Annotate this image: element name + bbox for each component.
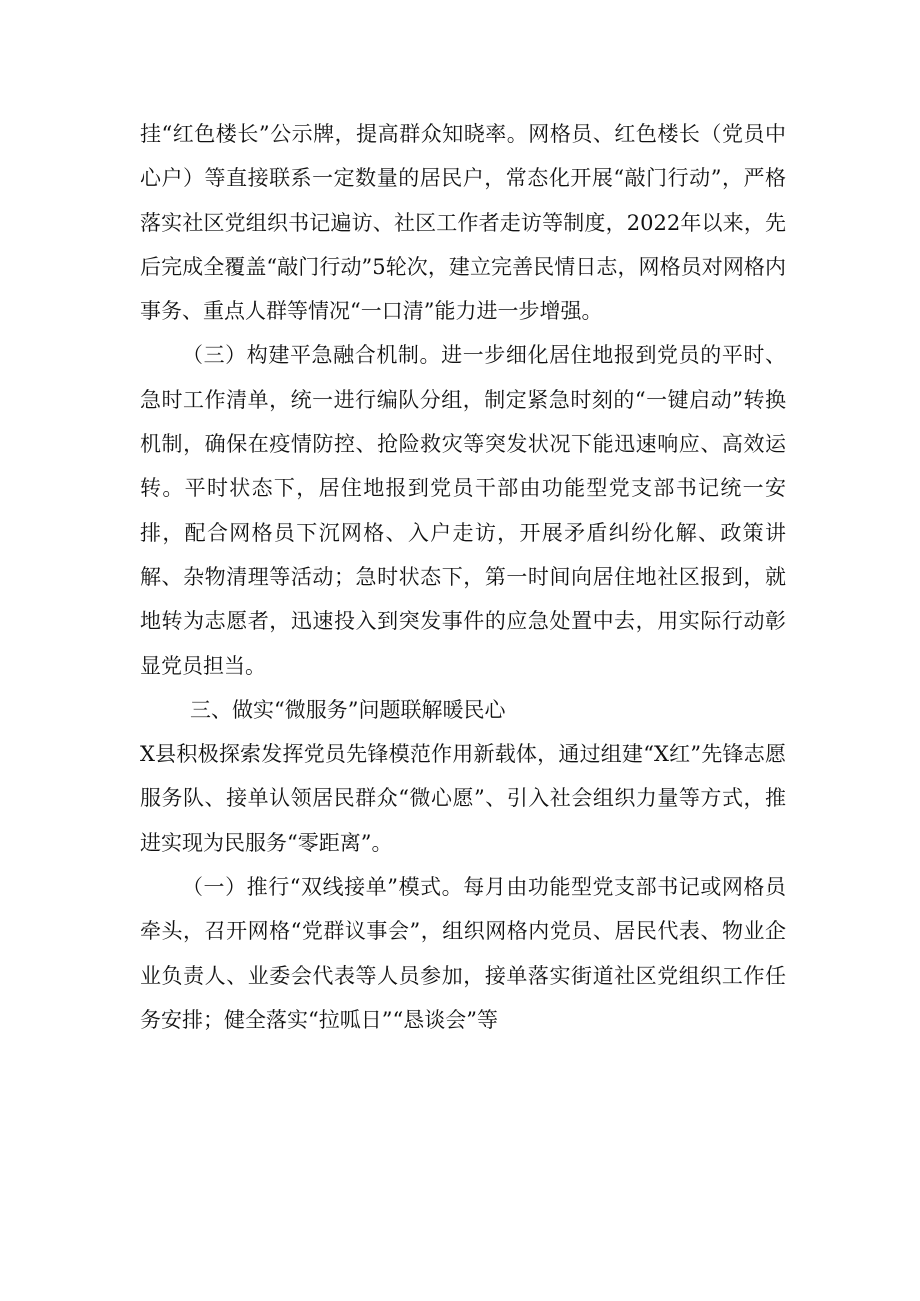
section-heading-micro-service: 三、做实“微服务”问题联解暖民心 xyxy=(190,697,506,722)
document-body xyxy=(140,112,786,1042)
paragraph-red-building-leader: 挂“红色楼长”公示牌，提高群众知晓率。网格员、红色楼长（党员中心户）等直接联系一定数量的居民户，常态化开展“敲门行动”，严格落实社区党组织书记遍访、社区工作者走访等制度，2022年以来，先后完成全覆盖“敲门行动”5轮次，建立完善民情日志，网格员对网格内事务、重点人群等情况“一口清”能力进一步增强。 xyxy=(140,122,786,324)
paragraph-peace-emergency-mechanism: （三）构建平急融合机制。进一步细化居住地报到党员的平时、急时工作清单，统一进行编队分组，制定紧急时刻的“一键启动”转换机制，确保在疫情防控、抢险救灾等突发状况下能迅速响应、高效运转。平时状态下，居住地报到党员干部由功能型党支部书记统一安排，配合网格员下沉网格、入户走访，开展矛盾纠纷化解、政策讲解、杂物清理等活动；急时状态下，第一时间向居住地社区报到，就地转为志愿者，迅速投入到突发事件的应急处置中去，用实际行动彰显党员担当。 xyxy=(140,343,786,678)
paragraph-x-county-intro: X县积极探索发挥党员先锋模范作用新载体，通过组建“X红”先锋志愿服务队、接单认领居民群众“微心愿”、引入社会组织力量等方式，推进实现为民服务“零距离”。 xyxy=(140,742,786,855)
paragraph-dual-line-orders: （一）推行“双线接单”模式。每月由功能型党支部书记或网格员牵头，召开网格“党群议事会”，组织网格内党员、居民代表、物业企业负责人、业委会代表等人员参加，接单落实街道社区党组织工作任务安排；健全落实“拉呱日”“恳谈会”等 xyxy=(140,875,786,1032)
